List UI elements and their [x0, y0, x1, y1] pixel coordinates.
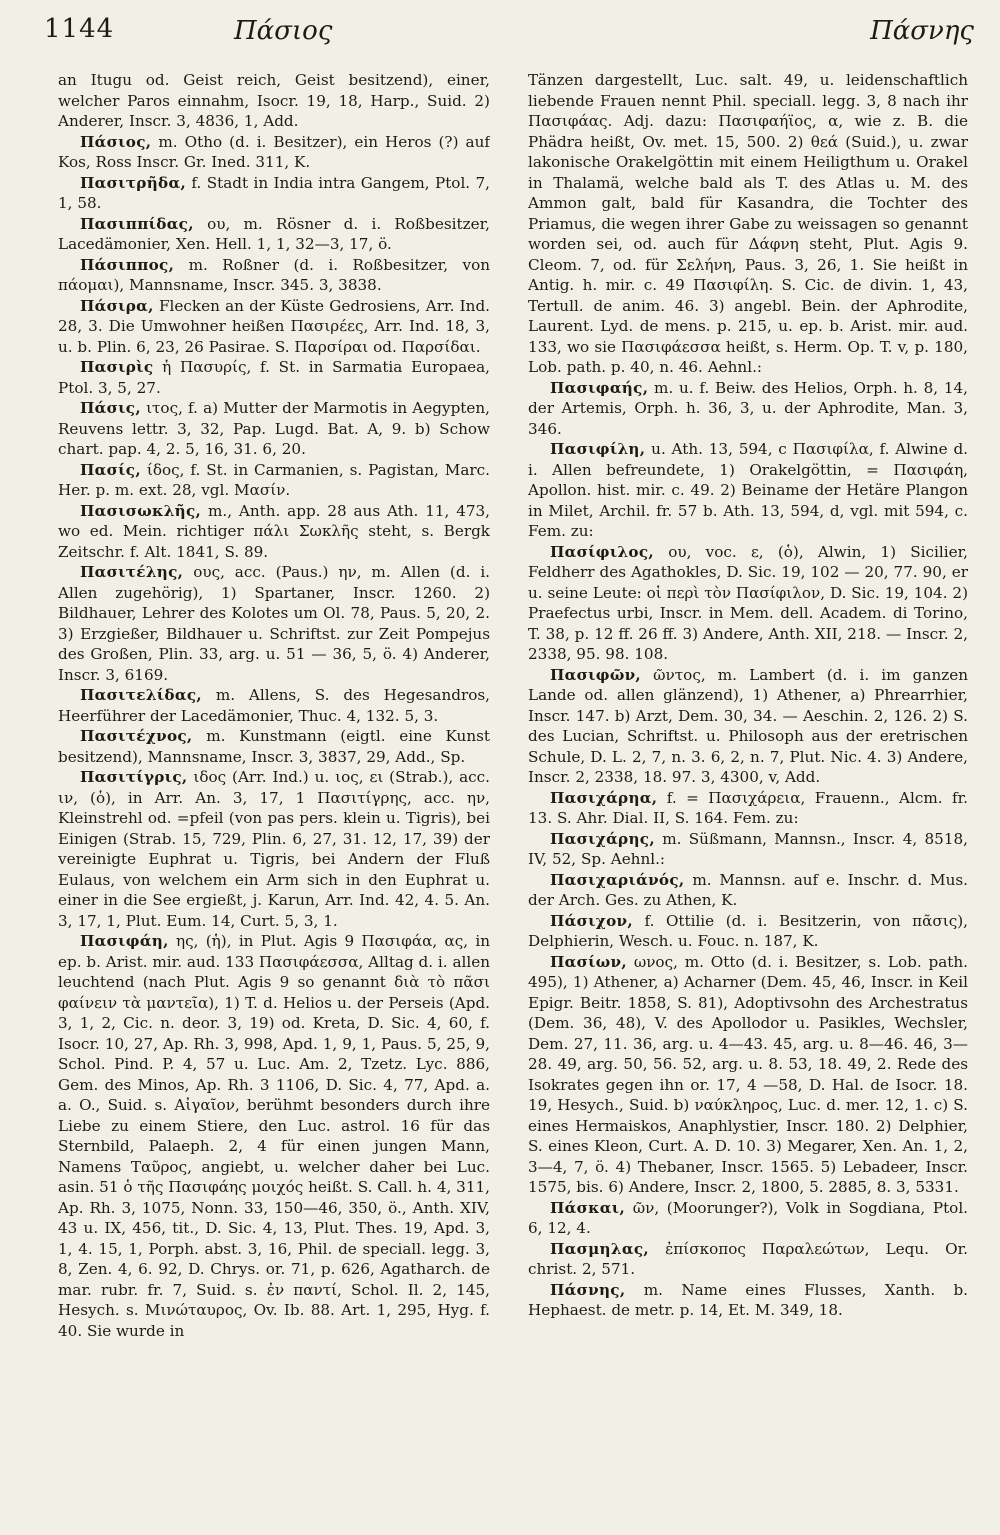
- entry-lemma: Πασιχαριάνός,: [550, 870, 685, 889]
- dictionary-entry: [58, 398, 490, 460]
- entry-lemma: Πασισωκλῆς,: [80, 501, 202, 520]
- entry-text: m. Roßner (d. i. Roßbesitzer, von πάομαι), Mannsname, Inscr. 345. 3, 3838.: [58, 255, 490, 294]
- entry-text: u. Ath. 13, 594, c Πασιφίλα, f. Alwine d. i. Allen befreundete, 1) Orakelgöttin, = Πασιφάη, Apollon. hist. mir. c. 49. 2) Beiname der Hetäre Plangon in Milet, Archil. fr. 57 b. Ath. 13, 594, d, vgl. mit 594, c. Fem. zu:: [528, 440, 968, 540]
- dictionary-entry: [58, 214, 490, 255]
- entry-text: m. Otho (d. i. Besitzer), ein Heros (?) auf Kos, Ross Inscr. Gr. Ined. 311, K.: [58, 132, 490, 171]
- entry-text: ωνος, m. Otto (d. i. Besitzer, s. Lob. path. 495), 1) Athener, a) Acharner (Dem. 45, 46, Inscr. in Keil Epigr. Beitr. 1858, S. 81), Adoptivsohn des Archestratus (Dem. 36, 48), V. des Apollodor u. Pasikles, Wechsler, Dem. 27, 11. 36, arg. u. 4—43. 45, arg. u. 8—46. 46, 3—28. 49, arg. 50, 56. 52, arg. u. 8. 53, 18. 49, 2. Rede des Isokrates gegen ihn or. 17, 4 —58, D. Hal. de Isocr. 18. 19, Hesych., Suid. b) ναύκληρος, Luc. d. mer. 12, 1. c) S. eines Hermaiskos, Anaphlystier, Inscr. 180. 2) Delphier, S. eines Kleon, Curt. A. D. 10. 3) Megarer, Xen. An. 1, 2, 3—4, 7, ö. 4) Thebaner, Inscr. 1565. 5) Lebadeer, Inscr. 1575, bis. 6) Andere, Inscr. 2, 1800, 5. 2885, 8. 3, 5331.: [528, 952, 968, 1196]
- dictionary-entry: [58, 255, 490, 296]
- entry-text: ιτος, f. a) Mutter der Marmotis in Aegypten, Reuvens lettr. 3, 32, Pap. Lugd. Bat. A, 9. b) Schow chart. pap. 4, 2. 5, 16, 31. 6, 20.: [58, 399, 490, 458]
- dictionary-entry: [528, 665, 968, 788]
- entry-text: m. Allens, S. des Hegesandros, Heerführer der Lacedämonier, Thuc. 4, 132. 5, 3.: [58, 686, 490, 725]
- entry-text: an Itugu od. Geist reich, Geist besitzend), einer, welcher Paros einnahm, Isocr. 19, 18, Harp., Suid. 2) Anderer, Inscr. 3, 4836, 1, Add.: [58, 71, 490, 130]
- entry-text: m., Anth. app. 28 aus Ath. 11, 473, wo ed. Mein. richtiger πάλι Σωκλῆς steht, s. Bergk Zeitschr. f. Alt. 1841, S. 89.: [58, 501, 490, 561]
- entry-text: ίδος, f. St. in Carmanien, s. Pagistan, Marc. Her. p. m. ext. 28, vgl. Μασίν.: [58, 460, 490, 499]
- running-head-left: Πάσιος: [234, 16, 333, 46]
- entry-lemma: Πασιχάρηα,: [550, 788, 658, 807]
- dictionary-entry: [528, 1280, 968, 1321]
- dictionary-entry: [528, 788, 968, 829]
- dictionary-entry: [58, 70, 490, 132]
- dictionary-entry: [528, 829, 968, 870]
- entry-lemma: Πασιππίδας,: [80, 214, 194, 233]
- dictionary-entry: [528, 542, 968, 665]
- entry-lemma: Πασίφιλος,: [550, 542, 654, 561]
- dictionary-entry: [528, 1239, 968, 1280]
- entry-lemma: Πάσνης,: [550, 1280, 626, 1299]
- entry-lemma: Πασίων,: [550, 952, 627, 971]
- dictionary-entry: [528, 1198, 968, 1239]
- entry-text: ης, (ἡ), in Plut. Agis 9 Πασιφάα, ας, in ep. b. Arist. mir. aud. 133 Πασιφάεσσα, Alltag d. i. allen leuchtend (nach Plut. Agis 9 so genannt διὰ τὸ πᾶσι φαίνειν τὰ μαντεῖα), 1) T. d. Helios u. der Perseis (Apd. 3, 1, 2, Cic. n. deor. 3, 19) od. Kreta, D. Sic. 4, 60, f. Isocr. 10, 27, Ap. Rh. 3, 998, Apd. 1, 9, 1, Paus. 5, 25, 9, Schol. Pind. P. 4, 57 u. Luc. Am. 2, Tzetz. Lyc. 886, Gem. des Minos, Ap. Rh. 3 1106, D. Sic. 4, 77, Apd. a. a. O., Suid. s. Αἰγαῖον, berühmt besonders durch ihre Liebe zu einem Stiere, den Luc. astrol. 16 für das Sternbild, Palaeph. 2, 4 für einen jungen Mann, Namens Ταῦρος, angiebt, u. welcher daher bei Luc. asin. 51 ὁ τῆς Πασιφάης μοιχός heißt. S. Call. h. 4, 311, Ap. Rh. 3, 1075, Nonn. 33, 150—46, 350, ö., Anth. XIV, 43 u. IX, 456, tit., D. Sic. 4, 13, Plut. Thes. 19, Apd. 3, 1, 4. 15, 1, Porph. abst. 3, 16, Phil. de speciall. legg. 3, 8, Zen. 4, 6. 92, D. Chrys. or. 71, p. 626, Agatharch. de mar. rubr. fr. 7, Suid. s. ἐν παντί, Schol. Il. 2, 145, Hesych. s. Μινώταυρος, Ov. Ib. 88. Art. 1, 295, Hyg. f. 40. Sie wurde in: [58, 932, 490, 1340]
- dictionary-entry: [528, 952, 968, 1198]
- entry-text: ἡ Πασυρίς, f. St. in Sarmatia Europaea, Ptol. 3, 5, 27.: [58, 358, 490, 397]
- entry-text: ἐπίσκοπος Παραλεώτων, Lequ. Or. christ. 2, 571.: [528, 1239, 968, 1278]
- entry-lemma: Πασιτίγρις,: [80, 768, 188, 786]
- entry-text: Tänzen dargestellt, Luc. salt. 49, u. leidenschaftlich liebende Frauen nennt Phil. speciall. legg. 3, 8 nach ihr Πασιφάας. Adj. dazu: Πασιφαήϊος, α, wie z. B. die Phädra heißt, Ov. met. 15, 500. 2) θεά (Suid.), u. zwar lakonische Orakelgöttin mit einem Heiligthum u. Orakel in Thalamä, welche bald als T. des Atlas u. M. des Ammon galt, bald für Kasandra, die Tochter des Priamus, die wegen ihrer Gabe zu weissagen so genannt worden sei, od. auch für Δάφνη steht, Plut. Agis 9. Cleom. 7, od. für Σελήνη, Paus. 3, 26, 1. Sie heißt in Antig. h. mir. c. 49 Πασιφίλη. S. Cic. de divin. 1, 43, Tertull. de anim. 46. 3) angebl. Bein. der Aphrodite, Laurent. Lyd. de mens. p. 215, u. ep. b. Arist. mir. aud. 133, wo sie Πασιφάεσσα heißt, s. Herm. Op. T. v, p. 180, Lob. path. p. 40, n. 46. Aehnl.:: [528, 71, 968, 376]
- running-head-right: Πάσνης: [870, 16, 974, 46]
- dictionary-entry: [528, 911, 968, 952]
- entry-lemma: Πασιτρῆδα,: [80, 173, 187, 192]
- entry-text: ῶν, (Moorunger?), Volk in Sogdiana, Ptol. 6, 12, 4.: [528, 1198, 968, 1237]
- entry-lemma: Πάσιππος,: [80, 255, 175, 274]
- dictionary-entry: [58, 460, 490, 501]
- entry-text: m. Süßmann, Mannsn., Inscr. 4, 8518, IV, 52, Sp. Aehnl.:: [528, 829, 968, 868]
- dictionary-entry: [58, 357, 490, 398]
- dictionary-entry: [528, 439, 968, 542]
- entry-lemma: Πάσκαι,: [550, 1198, 626, 1217]
- dictionary-entry: [58, 726, 490, 767]
- entry-lemma: Πασμηλας,: [550, 1239, 649, 1258]
- entry-lemma: Πασιτέχνος,: [80, 727, 193, 745]
- dictionary-entry: [58, 931, 490, 1341]
- dictionary-entry: [58, 132, 490, 173]
- entry-lemma: Πασιφάη,: [80, 932, 169, 950]
- entry-text: f. = Πασιχάρεια, Frauenn., Alcm. fr. 13. S. Ahr. Dial. II, S. 164. Fem. zu:: [528, 788, 968, 827]
- dictionary-entry: [528, 70, 968, 378]
- entry-text: Flecken an der Küste Gedrosiens, Arr. Ind. 28, 3. Die Umwohner heißen Πασιρέες, Arr. Ind. 18, 3, u. b. Plin. 6, 23, 26 Pasirae. S. Παρσίραι od. Παρσίδαι.: [58, 296, 490, 356]
- entry-text: ου, voc. ε, (ὁ), Alwin, 1) Sicilier, Feldherr des Agathokles, D. Sic. 19, 102 — 20, 77. 90, er u. seine Leute: οἱ περὶ τὸν Πασίφιλον, D. Sic. 19, 104. 2) Praefectus urbi, Inscr. in Mem. dell. Academ. di Torino, T. 38, p. 12 ff. 26 ff. 3) Andere, Anth. XII, 218. — Inscr. 2, 2338, 95. 98. 108.: [528, 542, 968, 663]
- entry-lemma: Πασιρὶς: [80, 358, 154, 376]
- entry-text: ιδος (Arr. Ind.) u. ιος, ει (Strab.), acc. ιν, (ὁ), in Arr. An. 3, 17, 1 Πασιτίγρης, acc. ην, Kleinstrehl od. =pfeil (von pas pers. klein u. Tigris), bei Einigen (Strab. 15, 729, Plin. 6, 27, 31. 12, 17, 39) der vereinigte Euphrat u. Tigris, bei Andern der Fluß Eulaus, von welchem ein Arm sich in den Euphrat u. einer in die See ergießt, j. Karun, Arr. Ind. 42, 4. 5. An. 3, 17, 1, Plut. Eum. 14, Curt. 5, 3, 1.: [58, 768, 490, 930]
- entry-text: m. Mannsn. auf e. Inschr. d. Mus. der Arch. Ges. zu Athen, K.: [528, 870, 968, 909]
- dictionary-entry: [528, 378, 968, 440]
- entry-text: f. Ottilie (d. i. Besitzerin, von πᾶσις), Delphierin, Wesch. u. Fouc. n. 187, K.: [528, 911, 968, 950]
- dictionary-entry: [58, 562, 490, 685]
- entry-text: m. Kunstmann (eigtl. eine Kunst besitzend), Mannsname, Inscr. 3, 3837, 29, Add., Sp.: [58, 727, 490, 766]
- entry-lemma: Πάσιος,: [80, 132, 152, 151]
- entry-text: ους, acc. (Paus.) ην, m. Allen (d. i. Allen zugehörig), 1) Spartaner, Inscr. 1260. 2) Bildhauer, Lehrer des Kolotes um Ol. 78, Paus. 5, 20, 2. 3) Erzgießer, Bildhauer u. Schriftst. zur Zeit Pompejus des Großen, Plin. 33, arg. u. 51 — 36, 5, ö. 4) Anderer, Inscr. 3, 6169.: [58, 563, 490, 684]
- dictionary-entry: [528, 870, 968, 911]
- page-header: [44, 14, 978, 56]
- page-number: 1144: [44, 14, 115, 44]
- entry-lemma: Πασίς,: [80, 460, 141, 479]
- entry-lemma: Πάσις,: [80, 399, 141, 417]
- dictionary-entry: [58, 296, 490, 358]
- entry-text: m. u. f. Beiw. des Helios, Orph. h. 8, 14, der Artemis, Orph. h. 36, 3, u. der Aphrodite, Man. 3, 346.: [528, 378, 968, 438]
- entry-lemma: Πασιφαής,: [550, 378, 649, 397]
- entry-text: ου, m. Rösner d. i. Roßbesitzer, Lacedämonier, Xen. Hell. 1, 1, 32—3, 17, ö.: [58, 214, 490, 253]
- entry-lemma: Πασιχάρης,: [550, 829, 655, 848]
- dictionary-entry: [58, 501, 490, 563]
- entry-text: f. Stadt in India intra Gangem, Ptol. 7, 1, 58.: [58, 173, 490, 212]
- entry-text: ῶντος, m. Lambert (d. i. im ganzen Lande od. allen glänzend), 1) Athener, a) Phrearrhier, Inscr. 147. b) Arzt, Dem. 30, 34. — Aeschin. 2, 126. 2) S. des Lucian, Schriftst. u. Philosoph aus der eretrischen Schule, D. L. 2, 7, n. 3. 6, 2, n. 7, Plut. Nic. 4. 3) Andere, Inscr. 2, 2338, 18. 97. 3, 4300, v, Add.: [528, 665, 968, 786]
- dictionary-entry: [58, 173, 490, 214]
- entry-lemma: Πάσιρα,: [80, 296, 154, 315]
- dictionary-entry: [58, 767, 490, 931]
- entry-lemma: Πασιφίλη,: [550, 440, 646, 458]
- right-column: [528, 70, 968, 1525]
- dictionary-entry: [58, 685, 490, 726]
- entry-lemma: Πασιφῶν,: [550, 665, 642, 684]
- entry-lemma: Πάσιχον,: [550, 911, 633, 930]
- entry-lemma: Πασιτέλης,: [80, 563, 184, 581]
- left-column: [58, 70, 490, 1525]
- entry-lemma: Πασιτελίδας,: [80, 686, 202, 704]
- entry-text: m. Name eines Flusses, Xanth. b. Hephaest. de metr. p. 14, Et. M. 349, 18.: [528, 1280, 968, 1319]
